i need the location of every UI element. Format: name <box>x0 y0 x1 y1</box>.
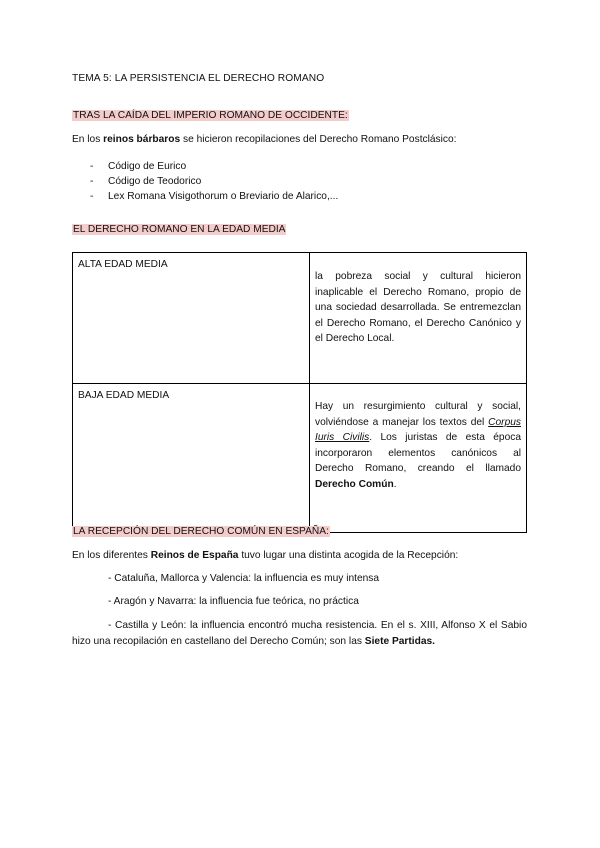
section-heading-caida-imperio <box>72 109 349 122</box>
derecho-comun-bold: Derecho Común <box>315 478 394 490</box>
table-cell-text <box>310 253 527 384</box>
heading-highlight: EL DERECHO ROMANO EN LA EDAD MEDIA <box>73 224 286 235</box>
baja-edad-media-text <box>315 384 521 492</box>
table-cell-label: ALTA EDAD MEDIA <box>73 253 310 384</box>
intro-text-rest: tuvo lugar una distinta acogida de la Recepción: <box>238 550 459 561</box>
intro-bold-text: Reinos de España <box>150 550 239 561</box>
text-segment: Hay un resurgimiento cultural y social, volviéndose a manejar los textos del <box>315 401 521 428</box>
bullet-dash: - <box>90 176 94 187</box>
list-item-text: Código de Teodorico <box>108 176 202 187</box>
castilla-leon-paragraph <box>72 618 527 650</box>
bullet-dash: - <box>90 191 94 202</box>
intro-bold-text: reinos bárbaros <box>103 134 181 145</box>
list-item-text: Código de Eurico <box>108 161 187 172</box>
document-title: TEMA 5: LA PERSISTENCIA EL DERECHO ROMANO <box>72 73 325 84</box>
list-item: - Aragón y Navarra: la influencia fue teórica, no práctica <box>108 596 359 607</box>
bullet-dash: - <box>90 161 94 172</box>
list-item <box>90 175 201 188</box>
table-row <box>73 253 527 384</box>
text-segment: . <box>393 478 397 490</box>
intro-paragraph-reinos-barbaros <box>72 133 457 146</box>
heading-highlight: LA RECEPCIÓN DEL DERECHO COMÚN EN ESPAÑA: <box>73 526 329 537</box>
table-row <box>73 384 527 533</box>
intro-text: En los diferentes <box>72 550 151 561</box>
edad-media-table <box>72 252 527 533</box>
list-item <box>90 160 186 173</box>
alta-edad-media-text: la pobreza social y cultural hicieron inaplicable el Derecho Romano, propio de una sociedad desarrollada. Se entremezclan el Derecho Romano, el Derecho Canónico y el Derecho Local. <box>315 271 521 344</box>
heading-highlight: TRAS LA CAÍDA DEL IMPERIO ROMANO DE OCCIDENTE: <box>73 110 348 121</box>
intro-paragraph-reinos-espana <box>72 549 458 562</box>
siete-partidas-bold: Siete Partidas. <box>364 636 435 647</box>
corpus-iuris-civilis: Corpus Iuris Civilis <box>315 416 521 443</box>
section-heading-recepcion <box>72 525 330 538</box>
intro-text: En los <box>72 134 104 145</box>
list-item: - Cataluña, Mallorca y Valencia: la influencia es muy intensa <box>108 573 380 584</box>
section-heading-edad-media <box>72 223 286 236</box>
table-cell-label: BAJA EDAD MEDIA <box>73 384 310 533</box>
intro-text-rest: se hicieron recopilaciones del Derecho Romano Postclásico: <box>180 134 457 145</box>
list-item-text: Lex Romana Visigothorum o Breviario de Alarico,... <box>108 191 339 202</box>
list-item <box>90 190 338 203</box>
text-segment: - Castilla y León: la influencia encontró mucha resistencia. En el s. XIII, Alfonso X el Sabio hizo una recopilación en castellano del Derecho Común; son las <box>72 620 527 647</box>
text-segment: . Los juristas de esta época incorporaron elementos canónicos al Derecho Romano, creando el llamado <box>315 432 521 474</box>
table-cell-text <box>310 384 527 533</box>
